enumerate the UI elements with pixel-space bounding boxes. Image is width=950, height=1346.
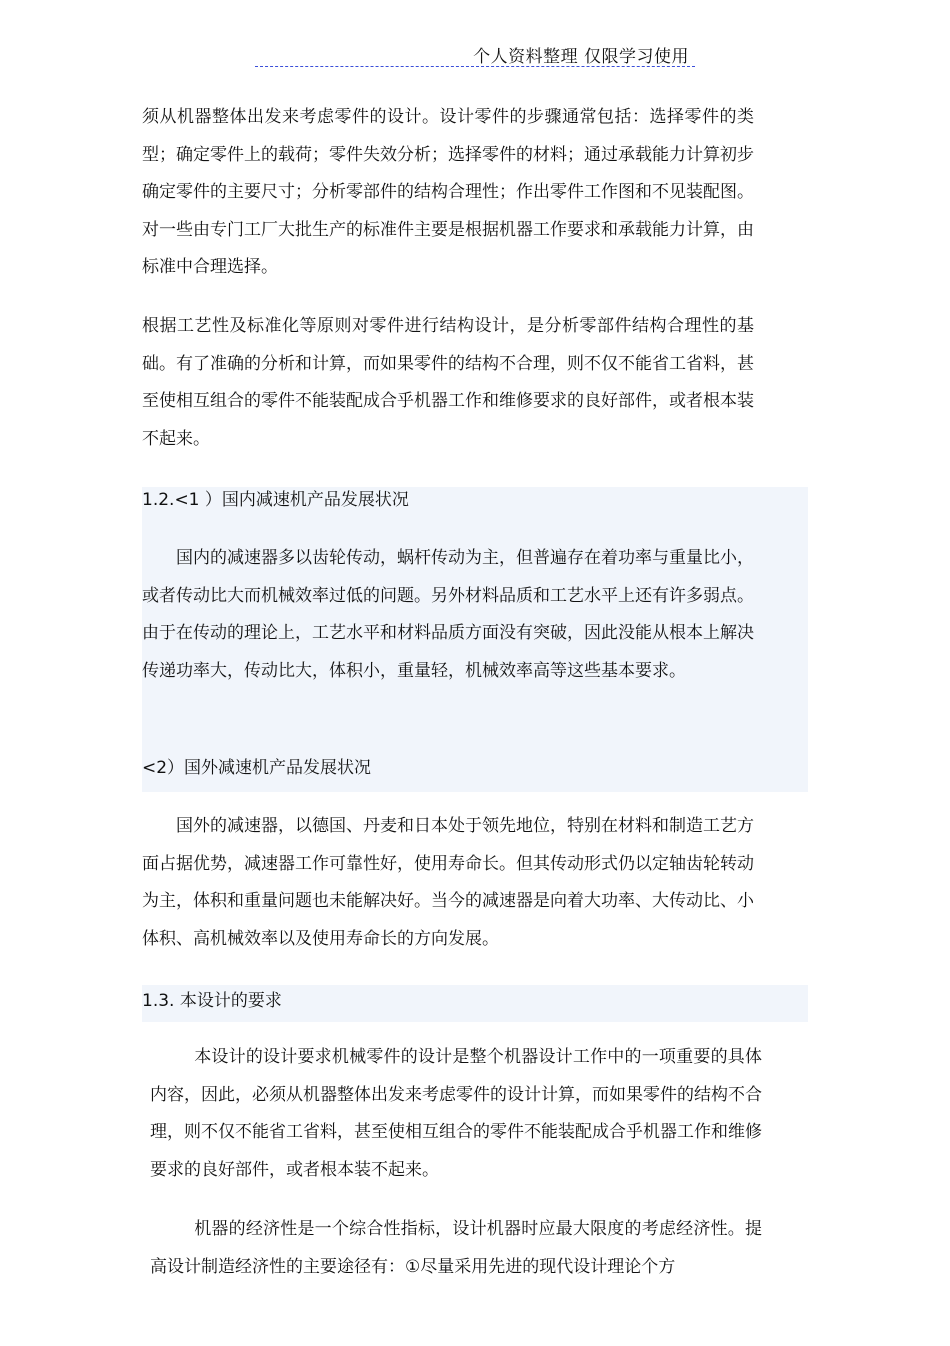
page-header — [255, 42, 695, 67]
paragraph-3: 国内的减速器多以齿轮传动，蜗杆传动为主，但普遍存在着功率与重量比小，或者传动比大而机械效率过低的问题。另外材料品质和工艺水平上还有许多弱点。由于在传动的理论上，工艺水平和材料品质方面没有突破，因此没能从根本上解决传递功率大，传动比大，体积小，重量轻，机械效率高等这些基本要求。 — [142, 548, 754, 681]
header-text: 个人资料整理 仅限学习使用 — [473, 47, 689, 67]
paragraph-4: 国外的减速器，以德国、丹麦和日本处于领先地位，特别在材料和制造工艺方面占据优势，减速器工作可靠性好，使用寿命长。但其传动形式仍以定轴齿轮转动为主，体积和重量问题也未能解决好。当今的减速器是向着大功率、大传动比、小体积、高机械效率以及使用寿命长的方向发展。 — [142, 816, 754, 949]
heading-foreign-development: <2）国外减速机产品发展状况 — [142, 758, 372, 778]
heading-domestic-development: 1.2.<1 ）国内减速机产品发展状况 — [142, 490, 409, 510]
heading-design-requirements: 1.3. 本设计的要求 — [142, 991, 282, 1011]
paragraph-6: 机器的经济性是一个综合性指标，设计机器时应最大限度的考虑经济性。提高设计制造经济性的主要途径有：①尽量采用先进的现代设计理论个方 — [150, 1219, 762, 1277]
paragraph-2: 根据工艺性及标准化等原则对零件进行结构设计，是分析零部件结构合理性的基础。有了准确的分析和计算，而如果零件的结构不合理，则不仅不能省工省料，甚至使相互组合的零件不能装配成合乎机器工作和维修要求的良好部件，或者根本装不起来。 — [142, 316, 754, 449]
paragraph-5: 本设计的设计要求机械零件的设计是整个机器设计工作中的一项重要的具体内容，因此，必须从机器整体出发来考虑零件的设计计算，而如果零件的结构不合理，则不仅不能省工省料，甚至使相互组合的零件不能装配成合乎机器工作和维修要求的良好部件，或者根本装不起来。 — [150, 1047, 762, 1180]
paragraph-1: 须从机器整体出发来考虑零件的设计。设计零件的步骤通常包括：选择零件的类型；确定零件上的载荷；零件失效分析；选择零件的材料；通过承载能力计算初步确定零件的主要尺寸；分析零部件的结构合理性；作出零件工作图和不见装配图。对一些由专门工厂大批生产的标准件主要是根据机器工作要求和承载能力计算，由标准中合理选择。 — [142, 107, 754, 277]
